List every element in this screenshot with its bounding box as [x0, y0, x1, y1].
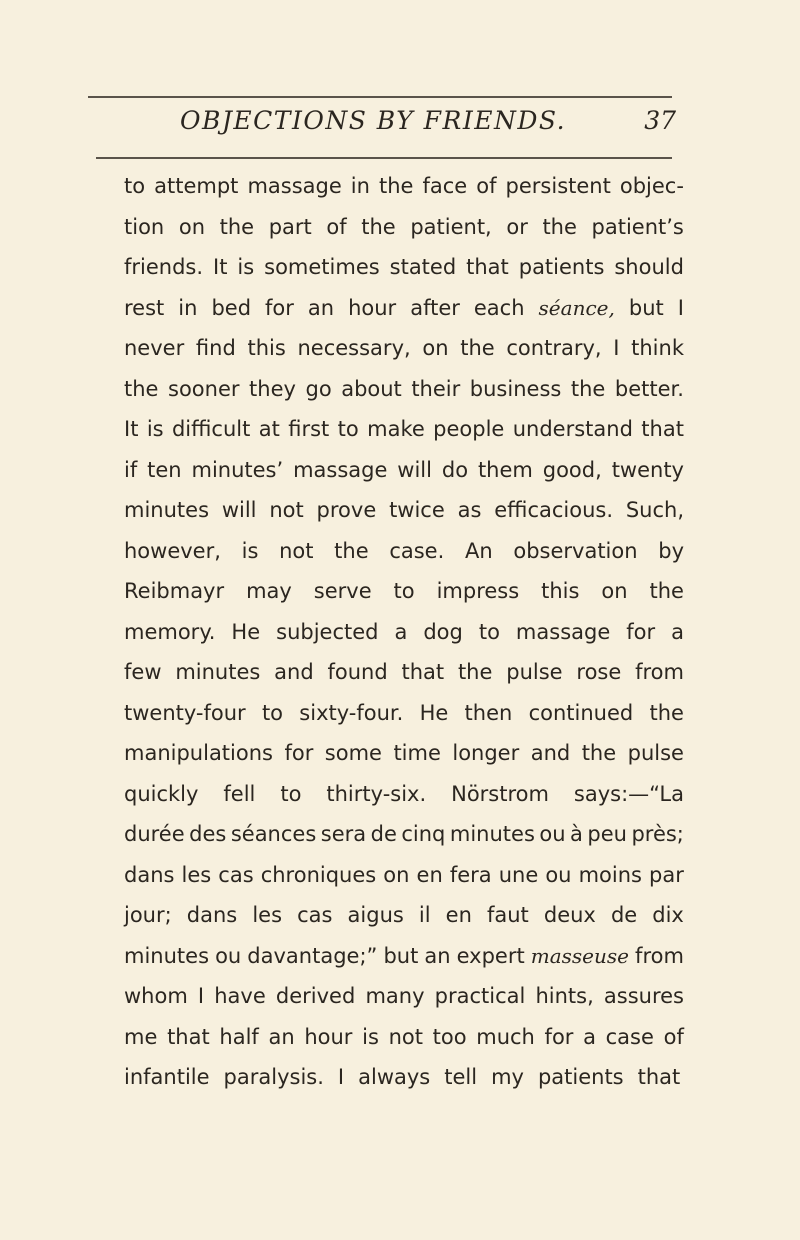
word: and: [274, 660, 314, 684]
word: never: [124, 336, 185, 360]
word: tion: [124, 214, 165, 239]
word: en: [445, 903, 472, 927]
word: do: [441, 457, 469, 482]
word: in: [178, 295, 198, 320]
word: It: [124, 417, 139, 441]
word: a: [394, 619, 408, 644]
header-rule-bottom: [96, 157, 672, 159]
word: however,: [124, 538, 221, 563]
word: go: [305, 376, 332, 401]
word: Such,: [625, 498, 684, 522]
word: the: [378, 174, 414, 198]
word: should: [614, 255, 684, 279]
word: minutes’: [191, 457, 284, 482]
word: memory.: [124, 619, 216, 644]
word: thirty-six.: [326, 781, 427, 806]
word: some: [324, 741, 382, 765]
word: serve: [313, 579, 372, 603]
word: face: [422, 174, 468, 198]
word: aigus: [347, 903, 404, 927]
word: I: [613, 336, 620, 360]
word: patient,: [410, 214, 492, 239]
word: I: [197, 984, 205, 1008]
word: des: [189, 822, 227, 846]
word: An: [464, 538, 493, 563]
word: is: [237, 255, 255, 279]
word: necessary,: [297, 336, 411, 360]
word: after: [410, 295, 460, 320]
word: may: [246, 579, 292, 603]
word: cas: [297, 903, 333, 927]
word: good,: [542, 457, 602, 482]
text-line: [124, 895, 684, 936]
word: une: [498, 862, 539, 887]
word: assures: [603, 984, 684, 1008]
word: but: [628, 295, 664, 320]
word: en: [416, 862, 443, 887]
word: think: [631, 336, 684, 360]
word: sera: [320, 822, 367, 846]
word: hour: [348, 295, 397, 320]
word: much: [476, 1024, 535, 1049]
text-line: [124, 207, 684, 248]
word: les: [181, 862, 212, 887]
word: de: [370, 822, 397, 846]
word: Nörstrom: [451, 781, 549, 806]
word: the: [361, 214, 396, 239]
word: fera: [449, 862, 492, 887]
word: says:—“La: [573, 781, 684, 806]
word: few: [124, 660, 162, 684]
text-line: [124, 288, 684, 329]
text-line: [124, 774, 684, 815]
word: is: [362, 1024, 379, 1049]
text-line: [124, 166, 684, 207]
word: hour: [304, 1024, 353, 1049]
word: durée: [124, 822, 185, 846]
word: derived: [275, 984, 356, 1008]
word: faut: [486, 903, 529, 927]
word: ou: [539, 822, 566, 846]
word: He: [419, 700, 449, 725]
word: first: [288, 417, 330, 441]
text-line: [124, 855, 684, 896]
text-line: [124, 247, 684, 288]
word: dix: [652, 903, 684, 927]
word: business: [469, 376, 562, 401]
word: on: [178, 214, 206, 239]
word: will: [397, 457, 432, 482]
word: case: [605, 1024, 654, 1049]
word: their: [411, 376, 461, 401]
word: from: [635, 943, 684, 968]
word: that: [637, 1065, 681, 1089]
word: sometimes: [264, 255, 380, 279]
word: twenty: [611, 457, 684, 482]
word: friends.: [124, 255, 204, 279]
word: at: [258, 417, 280, 441]
word: me: [124, 1024, 158, 1049]
running-title: OBJECTIONS BY FRIENDS.: [180, 106, 567, 135]
word: difficult: [171, 417, 251, 441]
body-text: [124, 166, 684, 1098]
word: them: [477, 457, 533, 482]
word: find: [195, 336, 236, 360]
word: the: [457, 660, 493, 684]
word: but: [383, 943, 419, 968]
word: stated: [389, 255, 457, 279]
word: pulse: [506, 660, 563, 684]
word: dog: [423, 619, 463, 644]
word: that: [641, 417, 684, 441]
word: an: [424, 943, 451, 968]
word: près;: [631, 822, 684, 846]
word: half: [219, 1024, 259, 1049]
word: that: [401, 660, 445, 684]
word: then: [464, 700, 513, 725]
word: a: [671, 619, 684, 644]
word: the: [581, 741, 617, 765]
word: expert: [456, 943, 525, 968]
text-line: [124, 531, 684, 572]
word: my: [491, 1065, 524, 1089]
word: for: [265, 295, 294, 320]
word: from: [635, 660, 684, 684]
word: hints,: [535, 984, 594, 1008]
word: part: [268, 214, 312, 239]
word: on: [601, 579, 628, 603]
text-line: [124, 652, 684, 693]
word: dans: [124, 862, 175, 887]
word: each: [473, 295, 525, 320]
word: contrary,: [506, 336, 602, 360]
word: not: [269, 498, 304, 522]
word: il: [418, 903, 431, 927]
word: twenty-four: [124, 700, 246, 725]
word: manipulations: [124, 741, 273, 765]
word: impress: [436, 579, 520, 603]
word: I: [677, 295, 684, 320]
word: a: [583, 1024, 596, 1049]
word: the: [124, 376, 159, 401]
text-line: [124, 328, 684, 369]
word: an: [307, 295, 335, 320]
word: found: [327, 660, 388, 684]
word: understand: [512, 417, 633, 441]
word: not: [388, 1024, 423, 1049]
word: ou: [545, 862, 572, 887]
word: not: [279, 538, 314, 563]
word: séance,: [538, 295, 615, 320]
word: or: [506, 214, 528, 239]
word: massage: [293, 457, 388, 482]
text-line: [124, 1017, 684, 1058]
word: objec-: [619, 174, 684, 198]
word: is: [241, 538, 259, 563]
word: subjected: [276, 619, 379, 644]
word: massage: [247, 174, 342, 198]
word: sixty-four.: [299, 700, 404, 725]
word: chroniques: [260, 862, 377, 887]
word: cinq: [401, 822, 446, 846]
word: by: [658, 538, 684, 563]
word: the: [649, 579, 684, 603]
word: for: [626, 619, 656, 644]
word: cas: [218, 862, 254, 887]
word: séances: [230, 822, 317, 846]
text-line: [124, 976, 684, 1017]
text-line: [124, 369, 684, 410]
word: tell: [444, 1065, 478, 1089]
text-line: [124, 1057, 684, 1098]
word: the: [219, 214, 255, 239]
word: It: [213, 255, 228, 279]
word: quickly: [124, 781, 199, 806]
text-line: [124, 490, 684, 531]
word: infantile: [124, 1065, 210, 1089]
word: the: [570, 376, 606, 401]
word: twice: [389, 498, 445, 522]
word: dans: [186, 903, 238, 927]
word: about: [341, 376, 402, 401]
word: observation: [513, 538, 638, 563]
word: people: [433, 417, 505, 441]
word: attempt: [154, 174, 239, 198]
word: for: [284, 741, 314, 765]
word: massage: [515, 619, 611, 644]
word: make: [367, 417, 425, 441]
page-number: 37: [644, 106, 676, 135]
word: this: [541, 579, 580, 603]
word: efficacious.: [494, 498, 614, 522]
word: on: [422, 336, 449, 360]
word: whom: [124, 984, 188, 1008]
word: is: [146, 417, 164, 441]
word: the: [460, 336, 495, 360]
word: for: [544, 1024, 574, 1049]
word: that: [167, 1024, 210, 1049]
word: ten: [147, 457, 182, 482]
word: pulse: [627, 741, 684, 765]
word: on: [383, 862, 410, 887]
word: fell: [223, 781, 256, 806]
word: of: [663, 1024, 684, 1049]
word: and: [530, 741, 571, 765]
word: moins: [578, 862, 642, 887]
word: the: [542, 214, 577, 239]
word: peu: [587, 822, 627, 846]
word: will: [221, 498, 257, 522]
word: minutes: [124, 943, 210, 968]
word: as: [457, 498, 482, 522]
text-line: [124, 571, 684, 612]
text-line: [124, 814, 684, 855]
word: the: [649, 700, 684, 725]
word: too: [432, 1024, 467, 1049]
word: to: [337, 417, 359, 441]
word: patient’s: [591, 214, 684, 239]
text-line: [124, 693, 684, 734]
text-line: [124, 733, 684, 774]
word: many: [365, 984, 425, 1008]
word: deux: [543, 903, 596, 927]
word: davantage;”: [247, 943, 378, 968]
word: prove: [316, 498, 377, 522]
word: les: [252, 903, 283, 927]
word: case.: [389, 538, 445, 563]
word: par: [649, 862, 684, 887]
word: have: [214, 984, 266, 1008]
word: to: [478, 619, 500, 644]
word: He: [231, 619, 261, 644]
word: better.: [614, 376, 684, 401]
word: persistent: [505, 174, 611, 198]
word: bed: [211, 295, 252, 320]
word: rest: [124, 295, 165, 320]
word: that: [466, 255, 509, 279]
text-line: [124, 409, 684, 450]
word: jour;: [124, 903, 172, 927]
word: Reibmayr: [124, 579, 225, 603]
running-head: [180, 106, 680, 150]
word: masseuse: [530, 943, 629, 968]
word: an: [268, 1024, 295, 1049]
word: time: [393, 741, 441, 765]
word: this: [247, 336, 286, 360]
word: minutes: [449, 822, 535, 846]
word: the: [334, 538, 369, 563]
word: longer: [452, 741, 520, 765]
word: of: [326, 214, 347, 239]
word: to: [280, 781, 302, 806]
word: I: [337, 1065, 345, 1089]
word: patients: [518, 255, 605, 279]
word: to: [124, 174, 146, 198]
word: practical: [434, 984, 526, 1008]
word: they: [249, 376, 296, 401]
word: rose: [576, 660, 622, 684]
word: de: [610, 903, 638, 927]
word: continued: [528, 700, 634, 725]
word: of: [476, 174, 497, 198]
word: in: [350, 174, 370, 198]
word: ou: [215, 943, 242, 968]
text-line: [124, 936, 684, 977]
word: à: [570, 822, 583, 846]
text-line: [124, 450, 684, 491]
word: paralysis.: [223, 1065, 324, 1089]
word: patients: [537, 1065, 624, 1089]
word: if: [124, 457, 138, 482]
word: to: [393, 579, 415, 603]
word: to: [261, 700, 284, 725]
header-rule-top: [88, 96, 672, 98]
word: sooner: [168, 376, 240, 401]
text-line: [124, 612, 684, 653]
word: minutes: [175, 660, 261, 684]
word: minutes: [124, 498, 210, 522]
word: always: [358, 1065, 431, 1089]
